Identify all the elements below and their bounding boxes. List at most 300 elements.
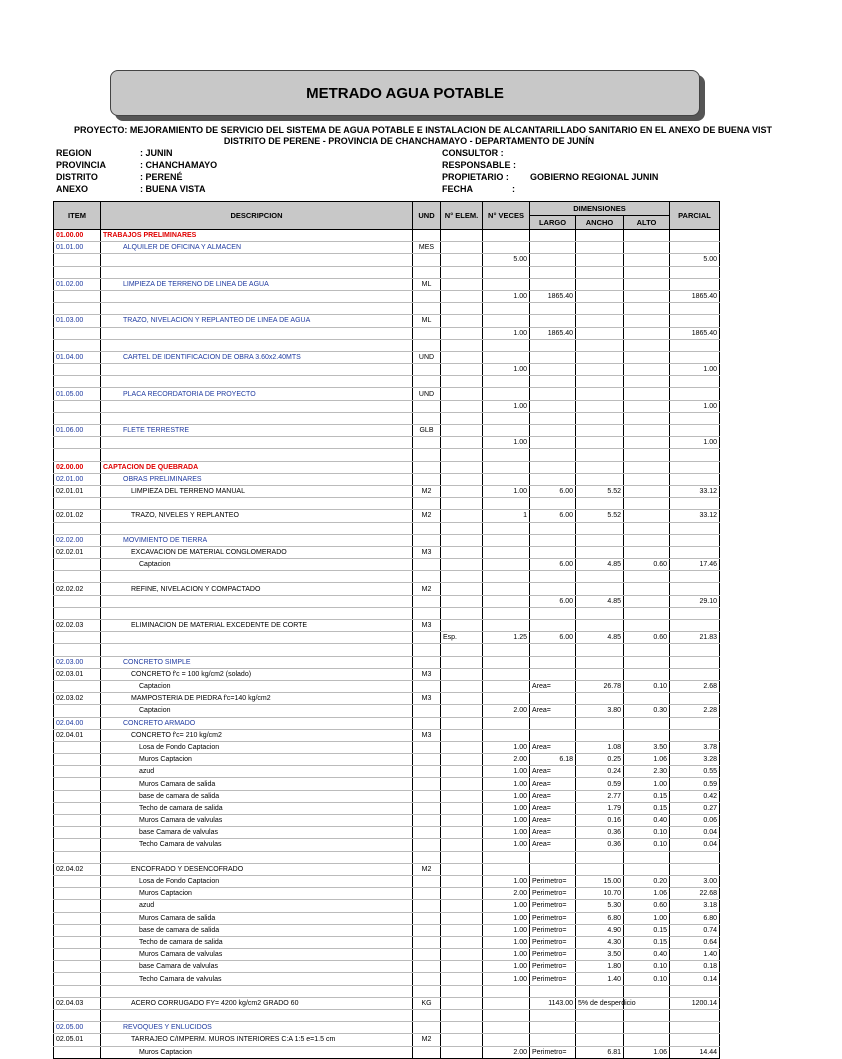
cell-und bbox=[413, 790, 441, 802]
cell-und bbox=[413, 559, 441, 571]
cell-veces: 1.00 bbox=[483, 741, 530, 753]
cell-ancho bbox=[576, 1010, 624, 1022]
cell-parcial bbox=[670, 315, 720, 327]
cell-descripcion: LIMPIEZA DEL TERRENO MANUAL bbox=[101, 485, 413, 497]
cell-parcial: 21.83 bbox=[670, 632, 720, 644]
cell-parcial bbox=[670, 522, 720, 534]
cell-item bbox=[54, 644, 101, 656]
cell-ancho bbox=[576, 498, 624, 510]
cell-descripcion bbox=[101, 985, 413, 997]
cell-largo: 1865.40 bbox=[530, 290, 576, 302]
table-row bbox=[54, 717, 720, 729]
cell-veces bbox=[483, 717, 530, 729]
cell-alto bbox=[624, 863, 670, 875]
cell-descripcion: Techo Camara de valvulas bbox=[101, 973, 413, 985]
cell-item bbox=[54, 437, 101, 449]
cell-und bbox=[413, 741, 441, 753]
cell-descripcion: REFINE, NIVELACION Y COMPACTADO bbox=[101, 583, 413, 595]
cell-largo bbox=[530, 717, 576, 729]
cell-descripcion bbox=[101, 632, 413, 644]
cell-und: M2 bbox=[413, 485, 441, 497]
cell-elem bbox=[441, 1010, 483, 1022]
cell-veces bbox=[483, 863, 530, 875]
cell-item bbox=[54, 705, 101, 717]
cell-alto bbox=[624, 473, 670, 485]
project-line-1: PROYECTO: MEJORAMIENTO DE SERVICIO DEL SISTEMA DE AGUA POTABLE E INSTALACION DE ALCANTARILLADO SANITARIO EN EL ANEXO DE BUENA VIST bbox=[74, 125, 773, 135]
cell-parcial: 1.40 bbox=[670, 949, 720, 961]
cell-item: 02.00.00 bbox=[54, 461, 101, 473]
table-row bbox=[54, 327, 720, 339]
cell-elem bbox=[441, 546, 483, 558]
cell-descripcion: azud bbox=[101, 766, 413, 778]
cell-parcial bbox=[670, 278, 720, 290]
cell-veces: 1.00 bbox=[483, 802, 530, 814]
table-row bbox=[54, 388, 720, 400]
table-row bbox=[54, 1022, 720, 1034]
page-title: METRADO AGUA POTABLE bbox=[110, 70, 700, 116]
cell-parcial: 0.18 bbox=[670, 961, 720, 973]
cell-elem bbox=[441, 437, 483, 449]
cell-descripcion bbox=[101, 1010, 413, 1022]
table-row bbox=[54, 315, 720, 327]
cell-und: M3 bbox=[413, 693, 441, 705]
cell-largo: 6.00 bbox=[530, 559, 576, 571]
cell-elem bbox=[441, 290, 483, 302]
cell-largo: Perimetro= bbox=[530, 924, 576, 936]
cell-ancho: 1.79 bbox=[576, 802, 624, 814]
cell-ancho bbox=[576, 437, 624, 449]
cell-ancho bbox=[576, 668, 624, 680]
cell-item bbox=[54, 498, 101, 510]
table-row bbox=[54, 705, 720, 717]
cell-elem bbox=[441, 802, 483, 814]
cell-ancho: 5% de desperdicio bbox=[576, 997, 624, 1009]
cell-und bbox=[413, 754, 441, 766]
cell-elem bbox=[441, 827, 483, 839]
cell-veces bbox=[483, 522, 530, 534]
cell-alto bbox=[624, 656, 670, 668]
cell-item bbox=[54, 741, 101, 753]
cell-item: 02.01.02 bbox=[54, 510, 101, 522]
cell-ancho: 0.36 bbox=[576, 839, 624, 851]
cell-veces bbox=[483, 498, 530, 510]
propietario-value: GOBIERNO REGIONAL JUNIN bbox=[530, 172, 659, 182]
cell-descripcion bbox=[101, 644, 413, 656]
cell-und: ML bbox=[413, 315, 441, 327]
cell-item bbox=[54, 1046, 101, 1058]
cell-largo: Perimetro= bbox=[530, 949, 576, 961]
cell-descripcion: base Camara de valvulas bbox=[101, 827, 413, 839]
header-veces: N° VECES bbox=[483, 202, 530, 230]
cell-veces: 1.00 bbox=[483, 973, 530, 985]
cell-parcial: 1865.40 bbox=[670, 290, 720, 302]
cell-und: UND bbox=[413, 351, 441, 363]
cell-item bbox=[54, 766, 101, 778]
cell-largo: Area= bbox=[530, 680, 576, 692]
cell-largo: 1143.00 bbox=[530, 997, 576, 1009]
cell-veces bbox=[483, 242, 530, 254]
cell-item bbox=[54, 888, 101, 900]
cell-veces bbox=[483, 851, 530, 863]
cell-largo: Perimetro= bbox=[530, 912, 576, 924]
cell-descripcion: CONCRETO f'c = 100 kg/cm2 (solado) bbox=[101, 668, 413, 680]
table-row bbox=[54, 620, 720, 632]
cell-veces bbox=[483, 449, 530, 461]
cell-ancho bbox=[576, 546, 624, 558]
cell-ancho bbox=[576, 315, 624, 327]
cell-parcial bbox=[670, 242, 720, 254]
cell-veces bbox=[483, 388, 530, 400]
cell-ancho: 26.78 bbox=[576, 680, 624, 692]
cell-item: 02.01.01 bbox=[54, 485, 101, 497]
cell-elem bbox=[441, 717, 483, 729]
cell-descripcion bbox=[101, 327, 413, 339]
cell-ancho: 4.85 bbox=[576, 559, 624, 571]
provincia-label: PROVINCIA bbox=[56, 160, 107, 170]
cell-item bbox=[54, 985, 101, 997]
cell-parcial bbox=[670, 729, 720, 741]
cell-parcial bbox=[670, 656, 720, 668]
cell-ancho: 5.30 bbox=[576, 900, 624, 912]
cell-largo: Area= bbox=[530, 815, 576, 827]
cell-und bbox=[413, 376, 441, 388]
table-row bbox=[54, 863, 720, 875]
cell-elem bbox=[441, 388, 483, 400]
cell-largo bbox=[530, 242, 576, 254]
table-row bbox=[54, 546, 720, 558]
cell-descripcion: ALQUILER DE OFICINA Y ALMACEN bbox=[101, 242, 413, 254]
cell-und bbox=[413, 778, 441, 790]
cell-und: MES bbox=[413, 242, 441, 254]
cell-parcial: 0.64 bbox=[670, 936, 720, 948]
cell-elem bbox=[441, 863, 483, 875]
cell-largo bbox=[530, 498, 576, 510]
cell-item: 02.05.01 bbox=[54, 1034, 101, 1046]
cell-alto: 0.40 bbox=[624, 815, 670, 827]
cell-parcial: 6.80 bbox=[670, 912, 720, 924]
cell-item bbox=[54, 875, 101, 887]
cell-parcial bbox=[670, 851, 720, 863]
cell-ancho: 0.36 bbox=[576, 827, 624, 839]
cell-und bbox=[413, 717, 441, 729]
cell-alto bbox=[624, 668, 670, 680]
cell-item: 02.02.00 bbox=[54, 534, 101, 546]
cell-largo: Perimetro= bbox=[530, 900, 576, 912]
cell-item: 01.06.00 bbox=[54, 425, 101, 437]
cell-item: 01.01.00 bbox=[54, 242, 101, 254]
table-row bbox=[54, 242, 720, 254]
cell-veces: 1.00 bbox=[483, 936, 530, 948]
cell-alto bbox=[624, 498, 670, 510]
cell-largo bbox=[530, 607, 576, 619]
cell-parcial: 1.00 bbox=[670, 437, 720, 449]
cell-elem bbox=[441, 449, 483, 461]
cell-ancho: 10.70 bbox=[576, 888, 624, 900]
table-row bbox=[54, 376, 720, 388]
cell-alto: 1.06 bbox=[624, 754, 670, 766]
cell-und: M3 bbox=[413, 729, 441, 741]
cell-elem bbox=[441, 936, 483, 948]
cell-descripcion: Techo de camara de salida bbox=[101, 802, 413, 814]
cell-descripcion bbox=[101, 254, 413, 266]
cell-und bbox=[413, 900, 441, 912]
cell-veces: 1.00 bbox=[483, 400, 530, 412]
cell-ancho bbox=[576, 863, 624, 875]
cell-ancho: 4.30 bbox=[576, 936, 624, 948]
cell-largo bbox=[530, 266, 576, 278]
cell-parcial bbox=[670, 717, 720, 729]
cell-alto bbox=[624, 266, 670, 278]
cell-und bbox=[413, 644, 441, 656]
cell-item bbox=[54, 900, 101, 912]
cell-elem bbox=[441, 242, 483, 254]
cell-item: 01.04.00 bbox=[54, 351, 101, 363]
cell-parcial bbox=[670, 461, 720, 473]
cell-parcial bbox=[670, 1034, 720, 1046]
cell-parcial bbox=[670, 607, 720, 619]
cell-und bbox=[413, 888, 441, 900]
cell-largo: 6.00 bbox=[530, 510, 576, 522]
cell-ancho: 0.16 bbox=[576, 815, 624, 827]
table-row bbox=[54, 632, 720, 644]
cell-und bbox=[413, 595, 441, 607]
cell-largo bbox=[530, 583, 576, 595]
cell-descripcion: ACERO CORRUGADO FY= 4200 kg/cm2 GRADO 60 bbox=[101, 997, 413, 1009]
table-row bbox=[54, 461, 720, 473]
cell-alto: 0.10 bbox=[624, 680, 670, 692]
cell-veces bbox=[483, 620, 530, 632]
cell-parcial: 33.12 bbox=[670, 485, 720, 497]
table-row bbox=[54, 364, 720, 376]
cell-parcial: 33.12 bbox=[670, 510, 720, 522]
cell-elem bbox=[441, 583, 483, 595]
cell-ancho: 0.24 bbox=[576, 766, 624, 778]
cell-ancho bbox=[576, 425, 624, 437]
table-row bbox=[54, 656, 720, 668]
cell-veces: 1.00 bbox=[483, 815, 530, 827]
cell-alto: 0.10 bbox=[624, 839, 670, 851]
table-row bbox=[54, 693, 720, 705]
cell-descripcion: Techo Camara de valvulas bbox=[101, 839, 413, 851]
cell-descripcion: CONCRETO f'c= 210 kg/cm2 bbox=[101, 729, 413, 741]
cell-veces bbox=[483, 339, 530, 351]
cell-item: 02.04.01 bbox=[54, 729, 101, 741]
cell-und bbox=[413, 303, 441, 315]
cell-parcial bbox=[670, 668, 720, 680]
cell-und bbox=[413, 656, 441, 668]
cell-largo: 6.00 bbox=[530, 632, 576, 644]
cell-descripcion: Captacion bbox=[101, 705, 413, 717]
cell-parcial: 0.55 bbox=[670, 766, 720, 778]
header-alto: ALTO bbox=[624, 216, 670, 230]
table-row bbox=[54, 534, 720, 546]
cell-alto: 0.10 bbox=[624, 973, 670, 985]
table-row bbox=[54, 290, 720, 302]
cell-parcial bbox=[670, 473, 720, 485]
cell-alto: 1.00 bbox=[624, 778, 670, 790]
cell-ancho bbox=[576, 656, 624, 668]
cell-largo: Perimetro= bbox=[530, 888, 576, 900]
cell-und bbox=[413, 827, 441, 839]
cell-largo bbox=[530, 571, 576, 583]
cell-largo: Perimetro= bbox=[530, 961, 576, 973]
cell-descripcion bbox=[101, 412, 413, 424]
cell-und bbox=[413, 1022, 441, 1034]
cell-parcial bbox=[670, 376, 720, 388]
cell-largo: Area= bbox=[530, 839, 576, 851]
table-row bbox=[54, 875, 720, 887]
cell-veces: 5.00 bbox=[483, 254, 530, 266]
cell-item bbox=[54, 376, 101, 388]
cell-und: M2 bbox=[413, 510, 441, 522]
cell-veces: 2.00 bbox=[483, 705, 530, 717]
cell-veces: 1.00 bbox=[483, 327, 530, 339]
cell-ancho bbox=[576, 1034, 624, 1046]
cell-alto bbox=[624, 534, 670, 546]
cell-elem bbox=[441, 559, 483, 571]
cell-veces: 1 bbox=[483, 510, 530, 522]
cell-alto bbox=[624, 717, 670, 729]
cell-alto: 0.60 bbox=[624, 632, 670, 644]
cell-item bbox=[54, 790, 101, 802]
cell-und bbox=[413, 400, 441, 412]
cell-alto bbox=[624, 693, 670, 705]
cell-item bbox=[54, 680, 101, 692]
cell-elem bbox=[441, 266, 483, 278]
cell-alto bbox=[624, 595, 670, 607]
cell-und bbox=[413, 522, 441, 534]
cell-alto: 0.15 bbox=[624, 790, 670, 802]
cell-elem bbox=[441, 376, 483, 388]
cell-alto bbox=[624, 607, 670, 619]
cell-ancho bbox=[576, 242, 624, 254]
table-row bbox=[54, 254, 720, 266]
cell-ancho: 5.52 bbox=[576, 510, 624, 522]
cell-und bbox=[413, 875, 441, 887]
cell-item bbox=[54, 290, 101, 302]
cell-largo bbox=[530, 376, 576, 388]
cell-item bbox=[54, 754, 101, 766]
cell-und bbox=[413, 339, 441, 351]
cell-und bbox=[413, 607, 441, 619]
cell-elem bbox=[441, 485, 483, 497]
table-row bbox=[54, 449, 720, 461]
cell-elem bbox=[441, 522, 483, 534]
cell-veces: 2.00 bbox=[483, 1046, 530, 1058]
cell-descripcion: FLETE TERRESTRE bbox=[101, 425, 413, 437]
cell-parcial bbox=[670, 1010, 720, 1022]
cell-und: M3 bbox=[413, 620, 441, 632]
cell-veces bbox=[483, 461, 530, 473]
cell-elem bbox=[441, 778, 483, 790]
cell-veces: 2.00 bbox=[483, 754, 530, 766]
table-row bbox=[54, 425, 720, 437]
cell-veces: 1.00 bbox=[483, 900, 530, 912]
cell-alto: 1.06 bbox=[624, 888, 670, 900]
cell-und bbox=[413, 961, 441, 973]
cell-descripcion: TRAZO, NIVELES Y REPLANTEO bbox=[101, 510, 413, 522]
cell-veces bbox=[483, 1010, 530, 1022]
cell-veces bbox=[483, 656, 530, 668]
cell-largo bbox=[530, 985, 576, 997]
cell-largo bbox=[530, 546, 576, 558]
cell-alto bbox=[624, 315, 670, 327]
cell-parcial bbox=[670, 351, 720, 363]
cell-largo bbox=[530, 425, 576, 437]
cell-largo bbox=[530, 1010, 576, 1022]
cell-elem bbox=[441, 351, 483, 363]
cell-ancho bbox=[576, 473, 624, 485]
cell-parcial: 0.74 bbox=[670, 924, 720, 936]
cell-descripcion: azud bbox=[101, 900, 413, 912]
cell-elem bbox=[441, 510, 483, 522]
cell-largo: Area= bbox=[530, 802, 576, 814]
cell-veces: 1.00 bbox=[483, 827, 530, 839]
cell-ancho bbox=[576, 290, 624, 302]
cell-alto bbox=[624, 254, 670, 266]
cell-parcial bbox=[670, 449, 720, 461]
cell-veces bbox=[483, 571, 530, 583]
table-row bbox=[54, 997, 720, 1009]
table-row bbox=[54, 973, 720, 985]
cell-item bbox=[54, 815, 101, 827]
header-descripcion: DESCRIPCION bbox=[101, 202, 413, 230]
cell-elem bbox=[441, 571, 483, 583]
cell-veces bbox=[483, 546, 530, 558]
cell-veces: 1.00 bbox=[483, 912, 530, 924]
table-row bbox=[54, 595, 720, 607]
cell-elem bbox=[441, 668, 483, 680]
cell-und bbox=[413, 985, 441, 997]
cell-elem bbox=[441, 315, 483, 327]
cell-elem bbox=[441, 839, 483, 851]
cell-elem bbox=[441, 461, 483, 473]
table-row bbox=[54, 912, 720, 924]
cell-item bbox=[54, 961, 101, 973]
header-dimensiones: DIMENSIONES bbox=[530, 202, 670, 216]
cell-alto bbox=[624, 290, 670, 302]
cell-largo: 6.00 bbox=[530, 595, 576, 607]
cell-elem bbox=[441, 888, 483, 900]
cell-largo: 6.00 bbox=[530, 485, 576, 497]
cell-alto bbox=[624, 1034, 670, 1046]
cell-ancho bbox=[576, 1022, 624, 1034]
cell-elem bbox=[441, 644, 483, 656]
cell-largo bbox=[530, 522, 576, 534]
cell-elem bbox=[441, 620, 483, 632]
cell-descripcion: ELIMINACION DE MATERIAL EXCEDENTE DE CORTE bbox=[101, 620, 413, 632]
table-row bbox=[54, 303, 720, 315]
cell-parcial: 1.00 bbox=[670, 400, 720, 412]
region-label: REGION bbox=[56, 148, 92, 158]
cell-elem bbox=[441, 754, 483, 766]
cell-und bbox=[413, 949, 441, 961]
cell-veces bbox=[483, 607, 530, 619]
cell-item bbox=[54, 1010, 101, 1022]
cell-ancho bbox=[576, 729, 624, 741]
cell-ancho bbox=[576, 412, 624, 424]
cell-descripcion bbox=[101, 376, 413, 388]
cell-alto bbox=[624, 303, 670, 315]
cell-descripcion: base de camara de salida bbox=[101, 790, 413, 802]
table-body bbox=[54, 230, 720, 1059]
table-row bbox=[54, 400, 720, 412]
cell-und: KG bbox=[413, 997, 441, 1009]
cell-ancho bbox=[576, 351, 624, 363]
cell-alto bbox=[624, 571, 670, 583]
cell-descripcion bbox=[101, 449, 413, 461]
cell-elem bbox=[441, 729, 483, 741]
